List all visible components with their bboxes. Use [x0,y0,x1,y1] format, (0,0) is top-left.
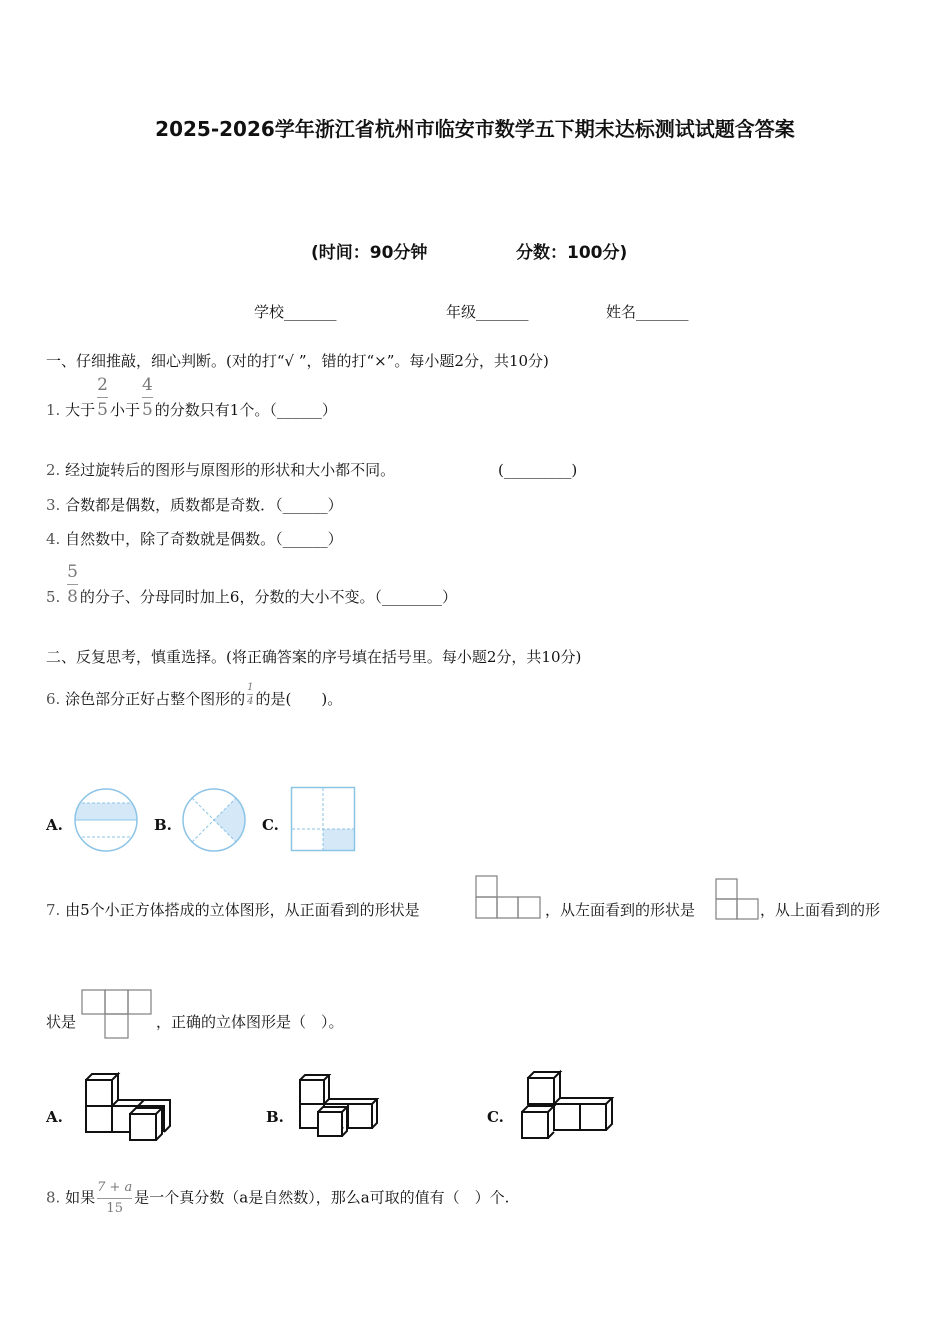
circle-strip-shaded-figure[interactable] [72,786,140,854]
cube-stack-b[interactable] [298,1074,386,1140]
question-3: 3. 合数都是偶数，质数都是奇数．（______） [46,496,343,514]
question-number: 1. [46,401,61,419]
question-text: ，正确的立体图形是（ ）。 [156,1013,344,1031]
option-b-label[interactable]: B. [154,816,172,834]
exam-time: (时间：90分钟 [311,243,428,263]
top-view-figure [81,989,153,1041]
front-view-figure [475,875,543,920]
question-2: 2. 经过旋转后的图形与原图形的形状和大小都不同。 [46,461,396,479]
question-text: ，从上面看到的形 [760,901,881,919]
option-a-label[interactable]: A. [46,816,63,834]
option-a-label[interactable]: A. [46,1108,63,1126]
school-field[interactable]: 学校_______ [254,303,337,321]
grade-field[interactable]: 年级_______ [446,303,529,321]
option-c-label[interactable]: C. [262,816,279,834]
question-text: 状是 [46,1013,77,1031]
question-6: 6. 涂色部分正好占整个图形的 $\frac{1}{4}$ 的是( )。 [46,682,343,708]
question-4: 4. 自然数中，除了奇数就是偶数。（______） [46,530,343,548]
page-title: 2025-2026学年浙江省杭州市临安市数学五下期末达标测试试题含答案 [155,117,795,141]
question-5: 5. $\frac{5}{8}$ 的分子、分母同时加上6，分数的大小不变。（________） [46,562,457,607]
name-field[interactable]: 姓名_______ [606,303,689,321]
question-text: 小于 [109,401,140,419]
fraction-5-8: $\frac{5}{8}$ [67,562,78,607]
question-text: 的分数只有1个。（______） [154,401,337,419]
option-c-label[interactable]: C. [487,1108,504,1126]
fraction-1-4: $\frac{1}{4}$ [247,682,254,707]
question-text: ，从左面看到的形状是 [545,901,696,919]
question-1 [46,375,337,420]
exam-score: 分数：100分) [516,243,628,263]
section2-heading: 二、反复思考，慎重选择。(将正确答案的序号填在括号里。每小题2分，共10分) [46,648,582,666]
answer-blank[interactable]: (_________) [498,461,578,479]
fraction-7a-15: $\frac{7 + a}{15}$ [97,1180,133,1216]
option-b-label[interactable]: B. [266,1108,284,1126]
question-7: 7. 由5个小正方体搭成的立体图形，从正面看到的形状是 [46,901,420,919]
fraction-4-5: $\frac{4}{5}$ [141,375,153,420]
left-view-figure [714,878,760,920]
question-text: 大于 [65,401,96,419]
cube-stack-c[interactable] [518,1070,618,1142]
fraction-2-5: $\frac{2}{5}$ [97,375,108,420]
question-8: 8. 如果 $\frac{7 + a}{15}$ 是一个真分数（a是自然数），那么a可取的值有（ ）个. [46,1180,510,1216]
square-shaded-figure[interactable] [290,786,356,852]
circle-quarter-shaded-figure[interactable] [180,786,248,854]
cube-stack-a[interactable] [82,1072,178,1144]
section1-heading: 一、仔细推敲，细心判断。(对的打“√ ”，错的打“×”。每小题2分，共10分) [46,352,549,370]
